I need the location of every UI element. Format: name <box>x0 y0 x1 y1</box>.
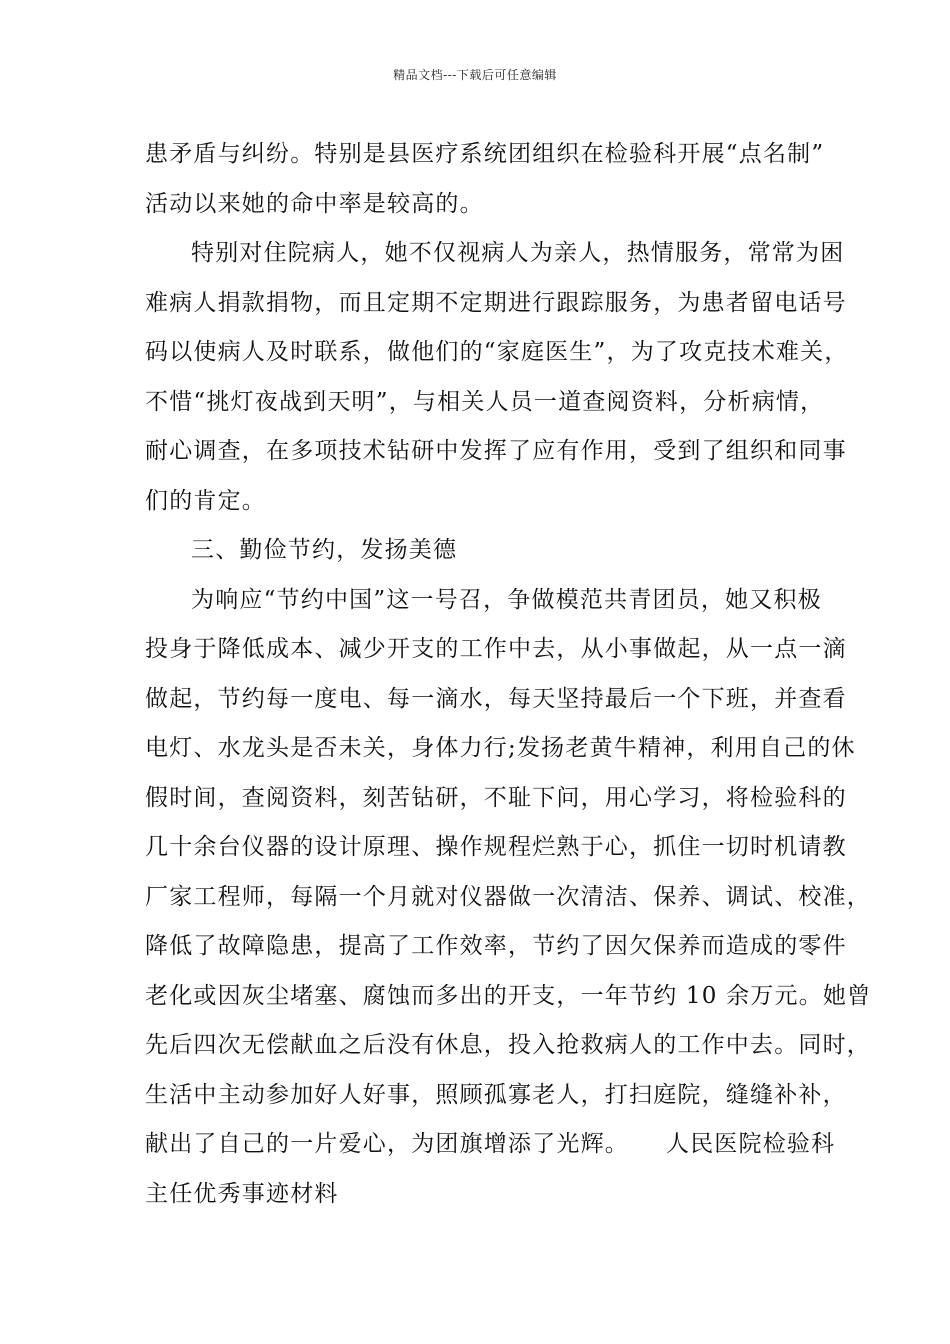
text-line: 主任优秀事迹材料 <box>145 1180 339 1207</box>
text-line: 电灯、水龙头是否未关，身体力行;发扬老黄牛精神，利用自己的休 <box>145 735 856 761</box>
text-line: 降低了故障隐患，提高了工作效率，节约了因欠保养而造成的零件 <box>145 933 847 959</box>
text-line: 耐心调查，在多项技术钻研中发挥了应有作用，受到了组织和同事 <box>145 438 847 464</box>
text-line: 生活中主动参加好人好事，照顾孤寡老人，打扫庭院，缝缝补补， <box>145 1081 847 1108</box>
section-heading: 三、勤俭节约，发扬美德 <box>191 537 458 563</box>
text-line: 活动以来她的命中率是较高的。 <box>145 190 484 217</box>
text-line: 老化或因灰尘堵塞、腐蚀而多出的开支，一年节约 10 余万元。她曾 <box>145 982 872 1009</box>
text-line: 投身于降低成本、减少开支的工作中去，从小事做起，从一点一滴 <box>145 636 847 662</box>
text-line: 做起，节约每一度电、每一滴水，每天坚持最后一个下班，并查看 <box>145 685 847 712</box>
page-header: 精品文档---下载后可任意编辑 <box>393 68 557 82</box>
paragraph-start-line: 特别对住院病人，她不仅视病人为亲人，热情服务，常常为困 <box>191 240 845 266</box>
text-line: 不惜“挑灯夜战到天明”，与相关人员一道查阅资料，分析病情， <box>145 388 825 415</box>
text-line: 假时间，查阅资料，刻苦钻研，不耻下问，用心学习，将检验科的 <box>145 784 847 811</box>
text-line: 先后四次无偿献血之后没有休息，投入抢救病人的工作中去。同时， <box>145 1032 871 1058</box>
document-body <box>145 130 872 1219</box>
text-line: 几十余台仪器的设计原理、操作规程烂熟于心，抓住一切时机请教 <box>145 834 847 860</box>
paragraph-start-line: 为响应“节约中国”这一号召，争做模范共青团员，她又积极 <box>191 586 822 613</box>
text-line: 厂家工程师，每隔一个月就对仪器做一次清洁、保养、调试、校准， <box>145 883 871 910</box>
text-line: 难病人捐款捐物，而且定期不定期进行跟踪服务，为患者留电话号 <box>145 289 847 316</box>
text-line: 码以使病人及时联系，做他们的“家庭医生”，为了攻克技术难关， <box>145 339 849 365</box>
text-line: 们的肯定。 <box>145 487 266 514</box>
text-line: 患矛盾与纠纷。特别是县医疗系统团组织在检验科开展“点名制” <box>145 141 825 167</box>
text-line: 献出了自己的一片爱心，为团旗增添了光辉。 人民医院检验科 <box>145 1131 836 1157</box>
